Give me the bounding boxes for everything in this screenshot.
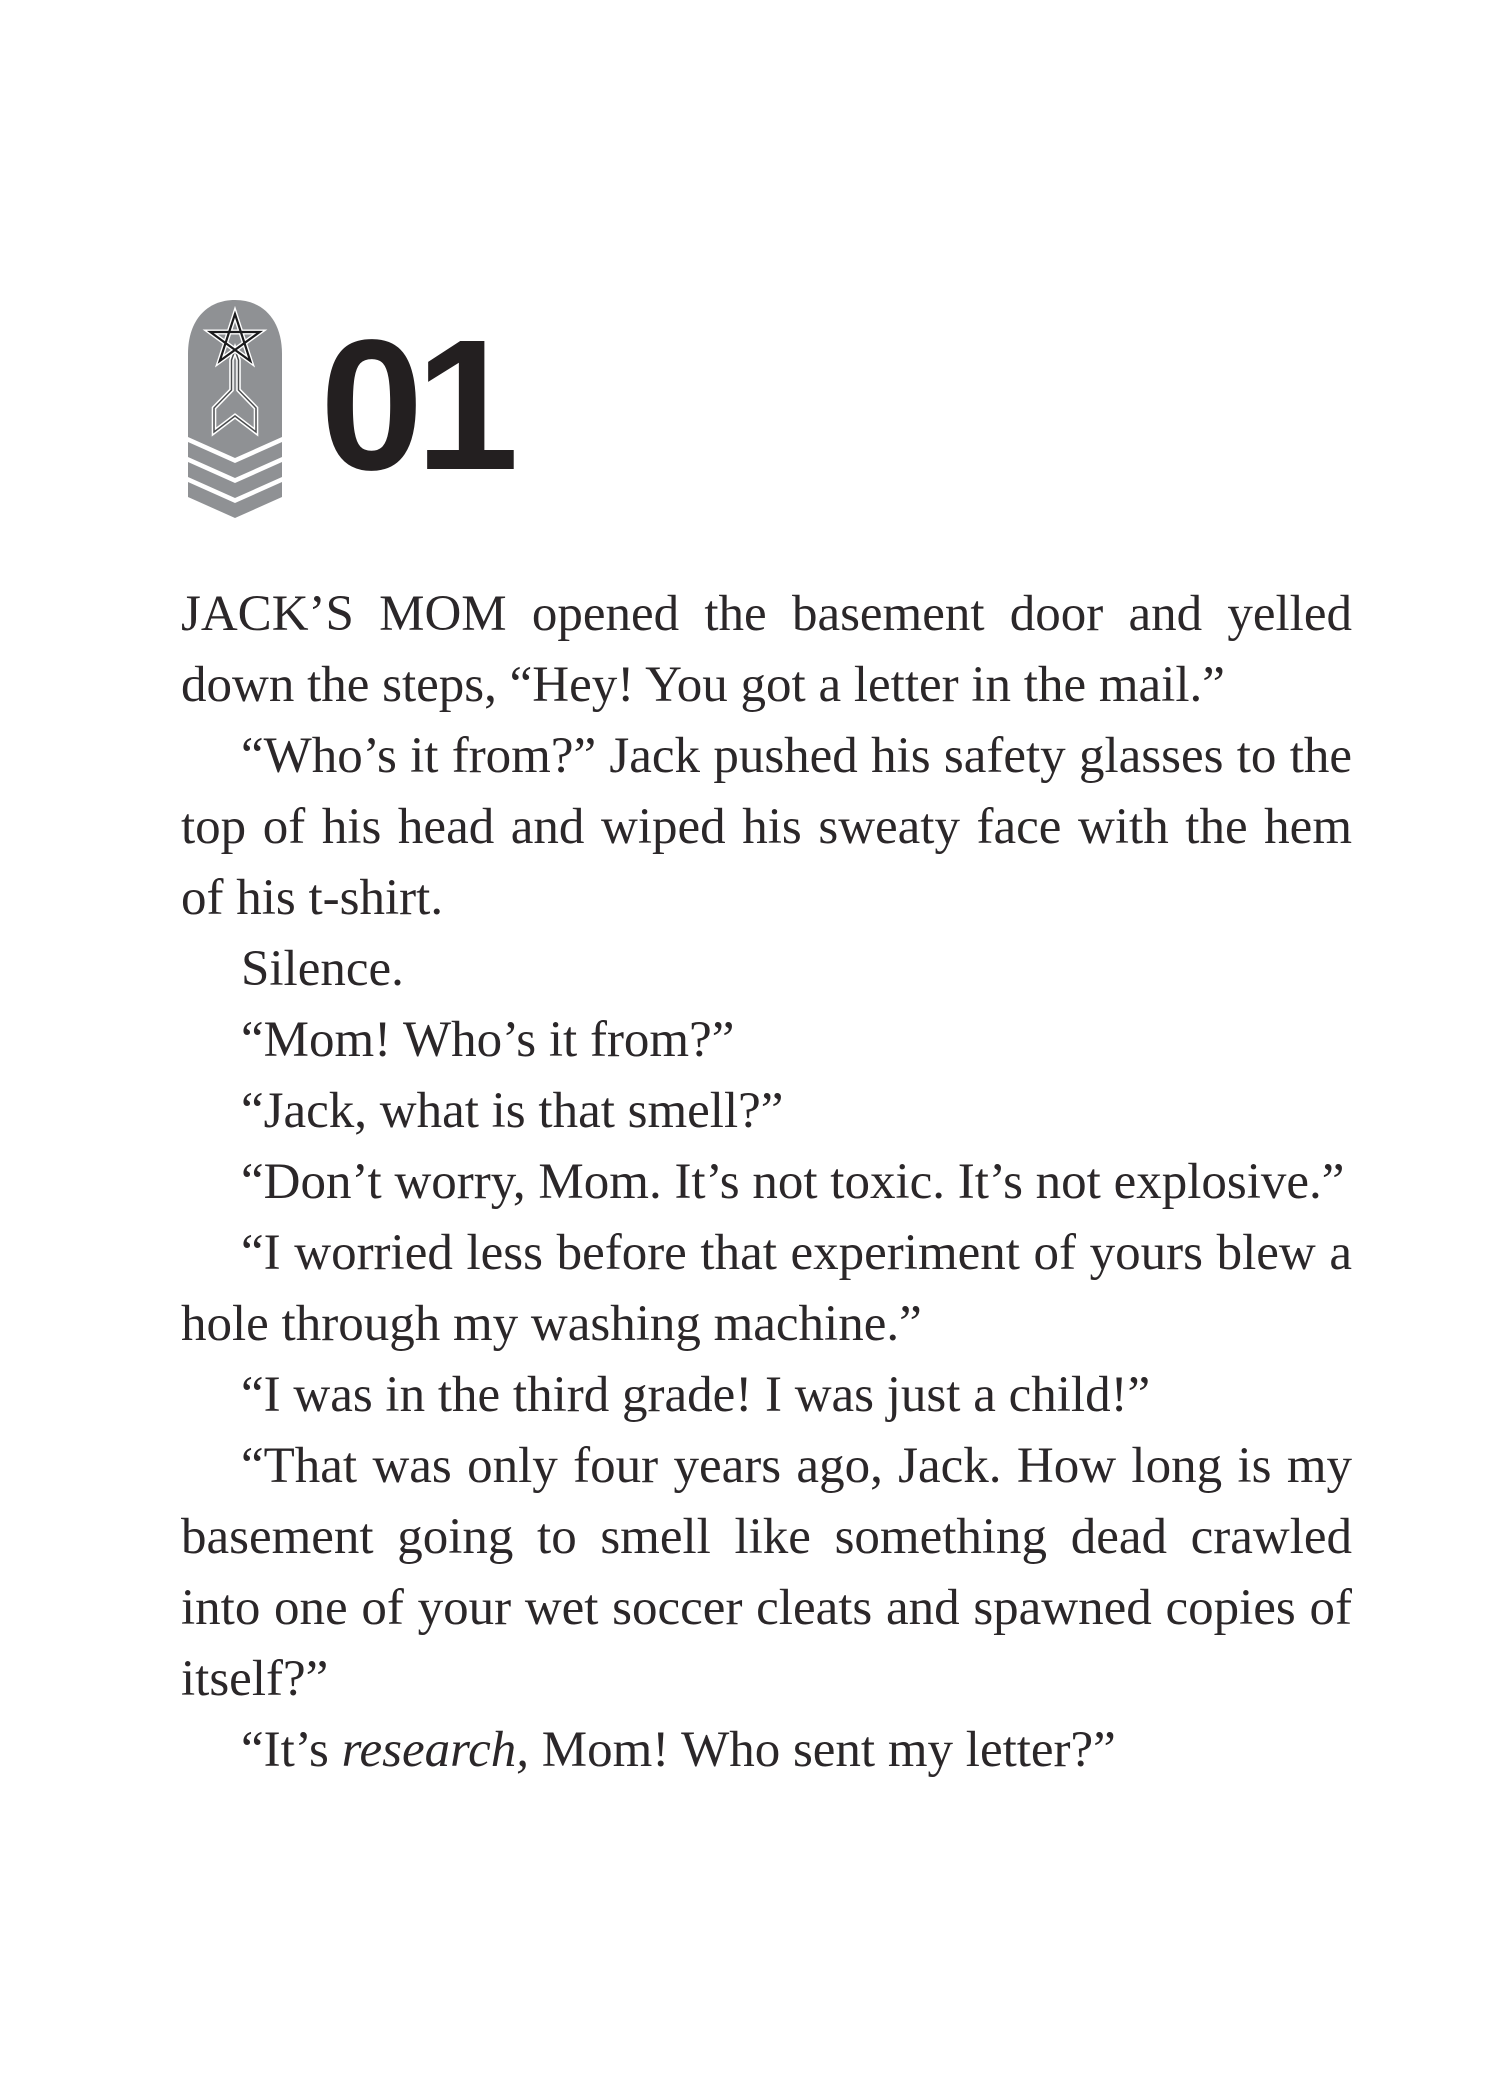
body-text: Mom! Who sent my letter?” xyxy=(528,1722,1116,1778)
paragraph xyxy=(181,1360,1352,1431)
paragraph xyxy=(181,934,1352,1005)
paragraph xyxy=(181,1218,1352,1360)
body-text: “Who’s it from?” Jack pushed his safety glasses to the top of his head and wiped his sweaty face with the hem of his t-shirt. xyxy=(181,728,1352,926)
paragraph xyxy=(181,579,1352,721)
body-text: “I was in the third grade! I was just a child!” xyxy=(241,1367,1151,1423)
italic-text: research, xyxy=(341,1722,529,1778)
chapter-number: 01 xyxy=(320,302,511,509)
paragraph xyxy=(181,1715,1352,1786)
chapter-body xyxy=(181,579,1352,1786)
paragraph xyxy=(181,1147,1352,1218)
body-text: JACK’S MOM opened the basement door and yelled down the steps, “Hey! You got a letter in the mail.” xyxy=(181,586,1352,713)
paragraph xyxy=(181,721,1352,934)
badge-shield-shape xyxy=(188,300,282,458)
body-text: Silence. xyxy=(241,941,404,997)
chapter-badge-icon xyxy=(188,300,282,520)
body-text: “Mom! Who’s it from?” xyxy=(241,1012,735,1068)
paragraph xyxy=(181,1005,1352,1076)
paragraph xyxy=(181,1431,1352,1715)
body-text: “That was only four years ago, Jack. How long is my basement going to smell like something dead crawled into one of your wet soccer cleats and spawned copies of itself?” xyxy=(181,1438,1352,1707)
chapter-header xyxy=(188,300,588,535)
body-text: “It’s xyxy=(241,1722,342,1778)
paragraph xyxy=(181,1076,1352,1147)
body-text: “Jack, what is that smell?” xyxy=(241,1083,784,1139)
body-text: “I worried less before that experiment of yours blew a hole through my washing machine.” xyxy=(181,1225,1352,1352)
body-text: “Don’t worry, Mom. It’s not toxic. It’s not explosive.” xyxy=(241,1154,1345,1210)
